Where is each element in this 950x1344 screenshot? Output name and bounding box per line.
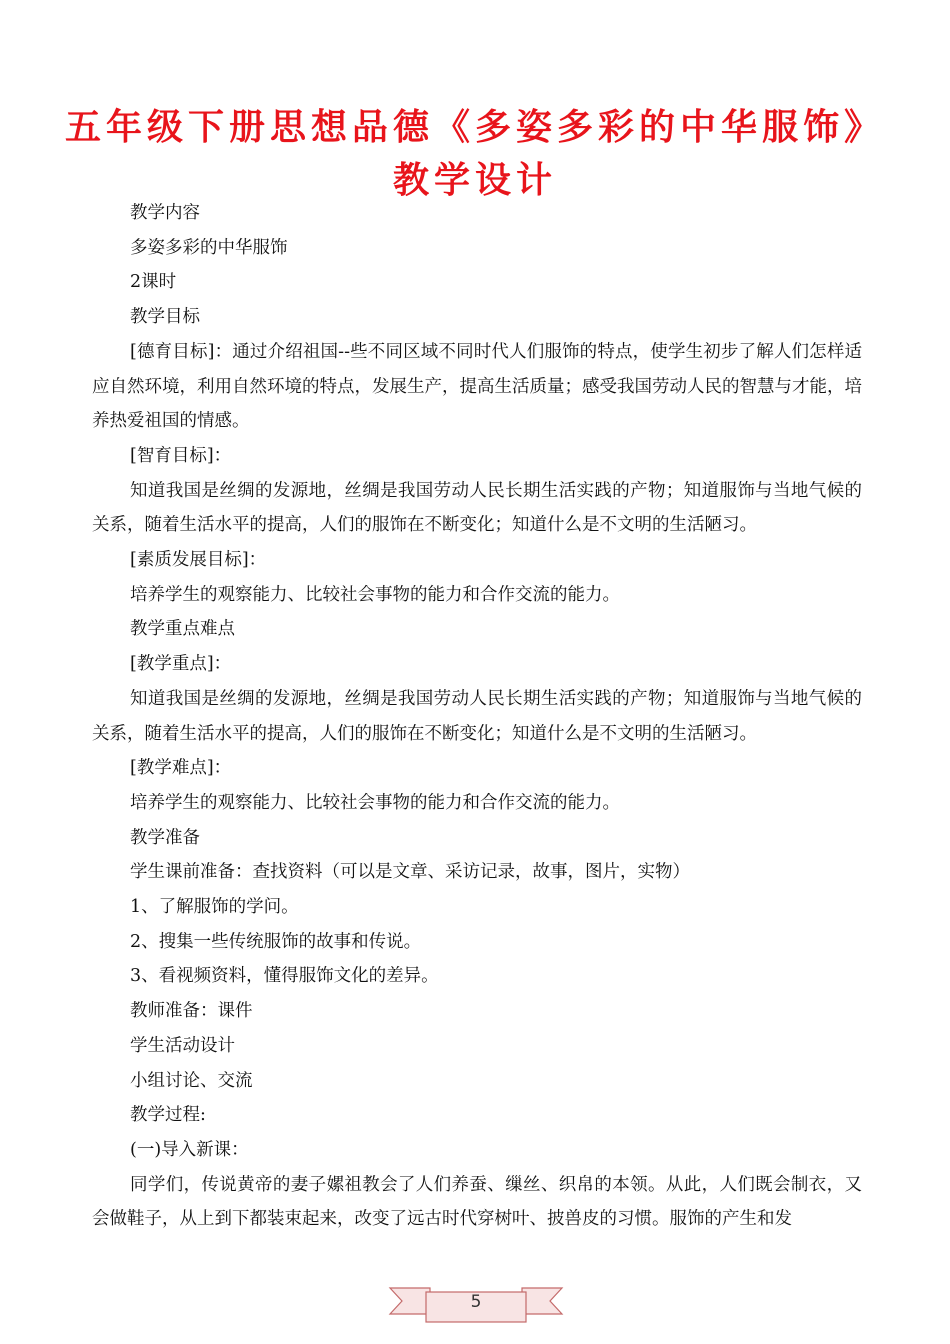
paragraph: 教师准备：课件 (130, 1001, 253, 1022)
paragraph: 培养学生的观察能力、比较社会事物的能力和合作交流的能力。 (130, 584, 620, 605)
paragraph: 教学准备 (130, 827, 200, 848)
paragraph: 2课时 (130, 272, 177, 293)
paragraph: 学生活动设计 (130, 1035, 235, 1056)
paragraph: 教学重点难点 (130, 619, 235, 640)
paragraph: (一)导入新课： (130, 1139, 249, 1160)
paragraph: 同学们，传说黄帝的妻子嫘祖教会了人们养蚕、缫丝、织帛的本领。从此，人们既会制衣，又会做鞋子，从上到下都装束起来，改变了远古时代穿树叶、披兽皮的习惯。服饰的产生和发 (92, 1174, 862, 1230)
paragraph: 知道我国是丝绸的发源地，丝绸是我国劳动人民长期生活实践的产物；知道服饰与当地气候的关系，随着生活水平的提高，人们的服饰在不断变化；知道什么是不文明的生活陋习。 (92, 480, 862, 536)
paragraph: 教学过程: (130, 1105, 206, 1126)
document-title-line1: 五年级下册思想品德《多姿多彩的中华服饰》 (64, 107, 885, 148)
document-body (92, 196, 862, 1237)
paragraph: 知道我国是丝绸的发源地，丝绸是我国劳动人民长期生活实践的产物；知道服饰与当地气候的关系，随着生活水平的提高，人们的服饰在不断变化；知道什么是不文明的生活陋习。 (92, 688, 862, 744)
paragraph: 培养学生的观察能力、比较社会事物的能力和合作交流的能力。 (130, 792, 620, 813)
paragraph: [教学难点]： (130, 758, 232, 779)
paragraph: 教学目标 (130, 307, 200, 328)
paragraph: 1、了解服饰的学问。 (130, 897, 299, 918)
document-title-line2: 教学设计 (392, 160, 557, 201)
paragraph: 2、搜集一些传统服饰的故事和传说。 (130, 931, 422, 952)
paragraph: 教学内容 (130, 203, 200, 223)
paragraph: 3、看视频资料，懂得服饰文化的差异。 (130, 966, 439, 987)
paragraph: [素质发展目标]： (130, 550, 267, 571)
page-number: 5 (470, 1292, 482, 1312)
paragraph: 多姿多彩的中华服饰 (130, 237, 288, 258)
paragraph: [智育目标]： (130, 445, 232, 466)
paragraph: 学生课前准备：查找资料（可以是文章、采访记录，故事，图片，实物） (130, 862, 690, 883)
paragraph: [德育目标]：通过介绍祖国--些不同区域不同时代人们服饰的特点，使学生初步了解人们怎样适应自然环境，利用自然环境的特点，发展生产，提高生活质量；感受我国劳动人民的智慧与才能，培养热爱祖国的情感。 (92, 341, 862, 432)
paragraph: [教学重点]： (130, 654, 232, 675)
page-number-ribbon (386, 1276, 566, 1336)
paragraph: 小组讨论、交流 (130, 1070, 253, 1091)
